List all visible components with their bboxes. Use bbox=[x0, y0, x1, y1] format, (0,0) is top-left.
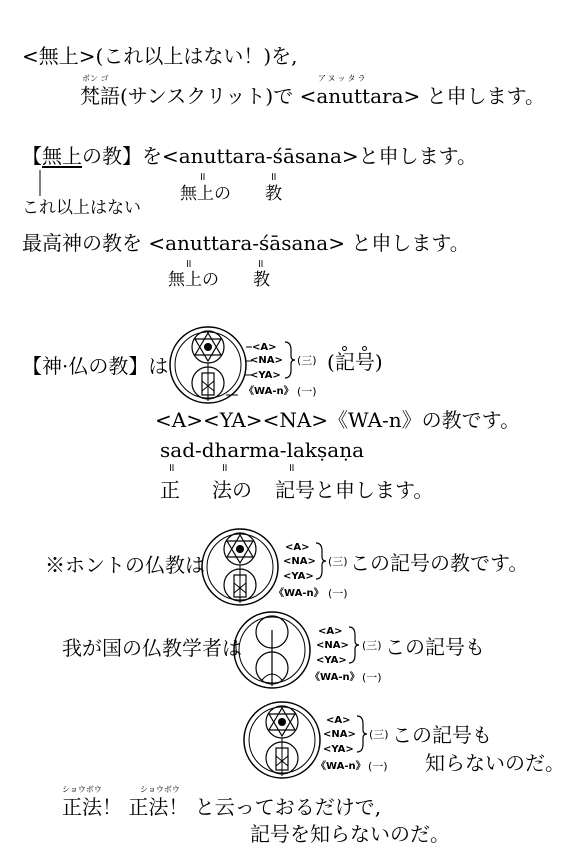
label-one-3: (一) bbox=[362, 671, 382, 684]
kigo-close: ) bbox=[374, 350, 383, 374]
eq-mark-7: ॥ bbox=[288, 461, 295, 474]
anuttara-term: <anuttara> bbox=[299, 84, 421, 108]
label-three-4: (三) bbox=[369, 728, 389, 741]
ho-no: 法の bbox=[212, 478, 252, 502]
sacred-symbol-3-blank bbox=[232, 610, 322, 690]
sec3-end: と申します。 bbox=[351, 231, 470, 255]
bongo-ruby: ボン ゴ bbox=[82, 74, 109, 83]
sho-char: 正 bbox=[160, 478, 180, 502]
eq-mark-2: ॥ bbox=[270, 170, 277, 183]
sec3-line bbox=[22, 233, 470, 253]
kigo-paren bbox=[327, 352, 383, 372]
label-ya-3: <YA> bbox=[316, 655, 347, 666]
label-a-4: <A> bbox=[326, 715, 351, 726]
label-a-2: <A> bbox=[285, 542, 310, 553]
eq-mark-6: ॥ bbox=[221, 461, 228, 474]
gloss-kyo-2: 教 bbox=[265, 184, 282, 204]
shobo-ruby-1: ショウボウ bbox=[62, 785, 102, 794]
sec8-line1 bbox=[62, 797, 381, 817]
sec5-text: この記号の教です。 bbox=[350, 551, 529, 575]
eq-mark-3: ॥ bbox=[185, 257, 192, 270]
sec1-end: と申します。 bbox=[426, 84, 546, 108]
sec7-text: この記号も bbox=[392, 723, 492, 747]
brace-4 bbox=[355, 714, 369, 754]
label-na-2: <NA> bbox=[283, 556, 316, 567]
sec1-sanskrit: (サンスクリット)で bbox=[120, 84, 294, 108]
sec2-term: <anuttara-śāsana> bbox=[162, 144, 359, 168]
sec3-term: <anuttara-śāsana> bbox=[148, 231, 345, 255]
shobo-1: 正法！ bbox=[62, 795, 122, 819]
label-na-3: <NA> bbox=[316, 640, 349, 651]
bracket-open: 【 bbox=[22, 144, 42, 168]
eq-mark-4: ॥ bbox=[257, 257, 264, 270]
sec4-lead: 【神·仏の教】は bbox=[22, 354, 169, 378]
label-ya-4: <YA> bbox=[323, 744, 354, 755]
label-a-3: <A> bbox=[318, 626, 343, 637]
gloss-kyo-3: 教 bbox=[253, 270, 270, 290]
kigo-to: 記号と申します。 bbox=[275, 478, 434, 502]
sec4-line2: <A><YA><NA>《WA-n》の教です。 bbox=[155, 408, 521, 432]
kyo-part: の教】を bbox=[82, 144, 162, 168]
kigo-open: ( bbox=[327, 350, 335, 374]
label-a-1: <A> bbox=[252, 342, 277, 353]
sec3-lead: 最高神の教を bbox=[22, 231, 142, 255]
sad-dharma: sad-dharma-lakṣaṇa bbox=[160, 438, 364, 462]
label-one-2: (一) bbox=[328, 587, 348, 600]
sec6-lead: 我が国の仏教学者は bbox=[62, 636, 242, 660]
label-wan-3: 《WA-n》 bbox=[310, 672, 360, 683]
label-three-1: (三) bbox=[297, 354, 317, 367]
label-ya-2: <YA> bbox=[283, 571, 314, 582]
kore-ijo: これ以上はない bbox=[22, 198, 141, 218]
label-na-1: <NA> bbox=[250, 355, 283, 366]
sec2-end: と申します。 bbox=[358, 144, 478, 168]
brace-1 bbox=[283, 340, 297, 380]
label-na-4: <NA> bbox=[323, 729, 356, 740]
eq-mark-5: ॥ bbox=[168, 461, 175, 474]
eq-mark-1: ॥ bbox=[199, 170, 206, 183]
kigo-word: 記号 bbox=[334, 350, 375, 374]
shobo-2: 正法！ bbox=[128, 795, 189, 819]
sec1-line1: <無上>(これ以上はない！)を, bbox=[22, 44, 298, 68]
sec6-text: この記号も bbox=[385, 635, 485, 659]
sec5-lead: ※ホントの仏教は bbox=[45, 553, 205, 577]
shobo-ruby-2: ショウボウ bbox=[140, 785, 180, 794]
sec8-line2: 記号を知らないのだ。 bbox=[250, 822, 450, 846]
label-wan-4: 《WA-n》 bbox=[316, 761, 366, 772]
mujo-underlined: 無上 bbox=[42, 144, 82, 168]
gloss-mujo-3: 無上の bbox=[168, 270, 219, 290]
sec7-text2: 知らないのだ。 bbox=[425, 751, 565, 775]
label-ya-1: <YA> bbox=[250, 370, 281, 381]
sec8-rest: と云っておるだけで, bbox=[194, 795, 382, 819]
label-wan-2: 《WA-n》 bbox=[274, 588, 324, 599]
bongo: 梵語 bbox=[80, 84, 120, 108]
label-three-2: (三) bbox=[328, 555, 348, 568]
anuttara-ruby: アヌッタラ bbox=[318, 74, 368, 83]
label-wan-1: 《WA-n》 bbox=[244, 386, 294, 397]
label-three-3: (三) bbox=[362, 639, 382, 652]
label-one-4: (一) bbox=[368, 760, 388, 773]
label-one-1: (一) bbox=[297, 385, 317, 398]
brace-3 bbox=[347, 625, 361, 665]
gloss-mujo-2: 無上の bbox=[180, 184, 231, 204]
brace-2 bbox=[314, 541, 328, 581]
